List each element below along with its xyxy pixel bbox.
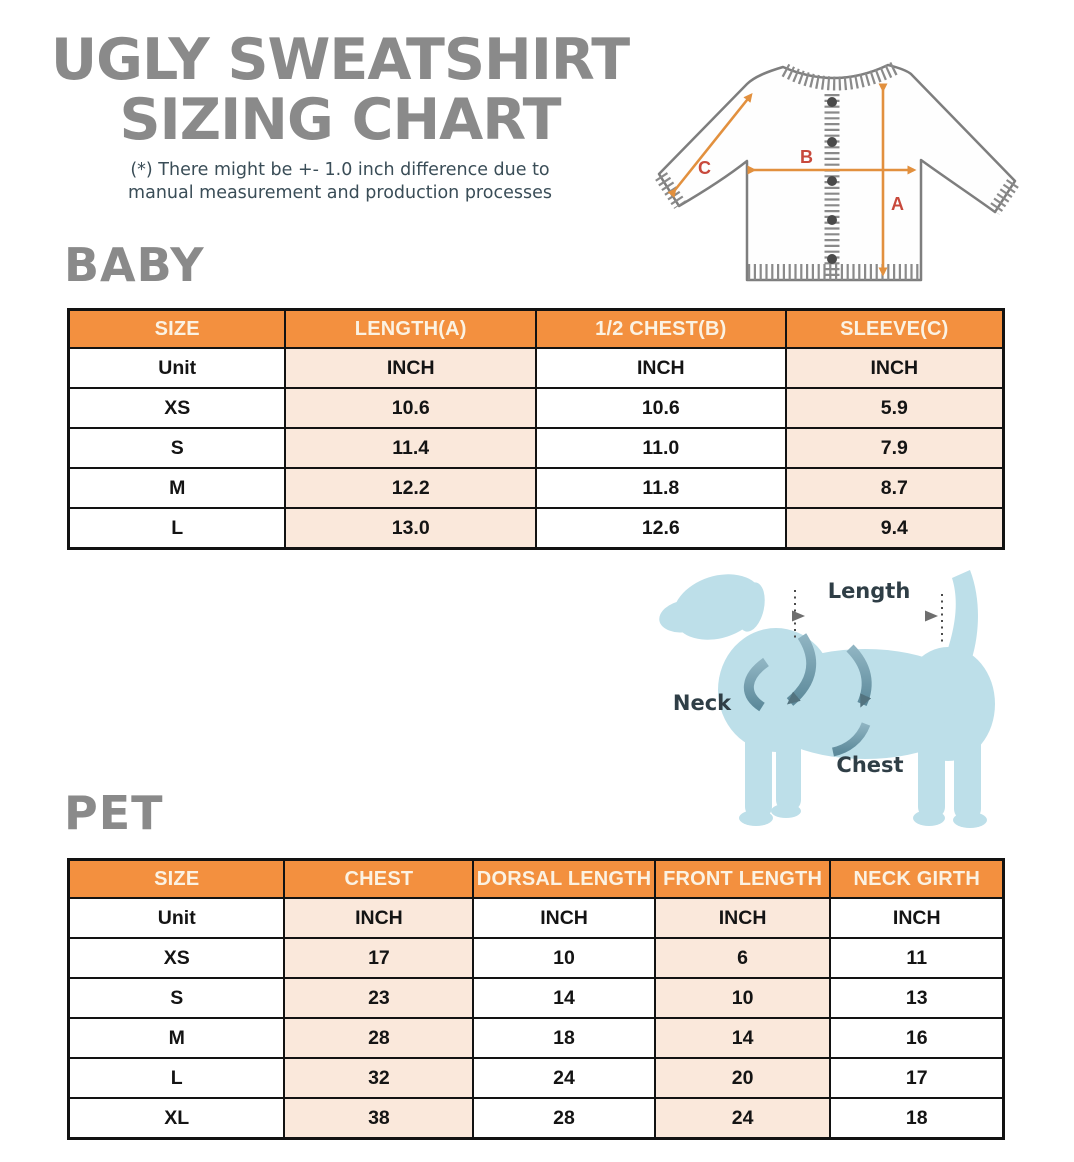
table-row xyxy=(69,388,1004,428)
page-title-line1: UGLY SWEATSHIRT xyxy=(50,27,630,93)
table-cell: 12.6 xyxy=(536,508,786,549)
pet-section-heading: PET xyxy=(64,786,164,840)
table-cell: 13.0 xyxy=(285,508,536,549)
table-cell: 11.0 xyxy=(536,428,786,468)
table-cell: 13 xyxy=(830,978,1003,1018)
column-header: SIZE xyxy=(69,310,286,349)
table-row xyxy=(69,1018,1004,1058)
table-cell: L xyxy=(69,508,286,549)
disclaimer-line2: manual measurement and production processes xyxy=(128,182,552,203)
table-cell: 8.7 xyxy=(786,468,1004,508)
table-cell: 10 xyxy=(655,978,831,1018)
dog-chest-label: Chest xyxy=(836,753,904,777)
table-row xyxy=(69,1098,1004,1139)
table-cell: XS xyxy=(69,938,285,978)
table-cell: 14 xyxy=(473,978,654,1018)
column-header: DORSAL LENGTH xyxy=(473,860,654,899)
column-header: 1/2 CHEST(B) xyxy=(536,310,786,349)
dog-length-label: Length xyxy=(827,579,911,603)
table-cell: 16 xyxy=(830,1018,1003,1058)
table-cell: INCH xyxy=(473,898,654,938)
table-cell: 6 xyxy=(655,938,831,978)
pet-table xyxy=(67,858,1005,1140)
sweatshirt-diagram-icon xyxy=(648,52,1040,294)
column-header: SLEEVE(C) xyxy=(786,310,1004,349)
table-cell: 10.6 xyxy=(285,388,536,428)
dog-neck-label: Neck xyxy=(672,691,732,715)
baby-table xyxy=(67,308,1005,550)
column-header: CHEST xyxy=(284,860,473,899)
title-block xyxy=(22,27,658,205)
table-cell: 7.9 xyxy=(786,428,1004,468)
table-cell: S xyxy=(69,428,286,468)
table-cell: M xyxy=(69,1018,285,1058)
table-row xyxy=(69,348,1004,388)
table-cell: 11.8 xyxy=(536,468,786,508)
table-cell: 5.9 xyxy=(786,388,1004,428)
baby-section-heading: BABY xyxy=(64,238,205,292)
table-cell: 11 xyxy=(830,938,1003,978)
table-cell: 24 xyxy=(473,1058,654,1098)
disclaimer-text xyxy=(22,159,658,205)
table-cell: M xyxy=(69,468,286,508)
table-cell: 24 xyxy=(655,1098,831,1139)
table-cell: INCH xyxy=(536,348,786,388)
column-header: LENGTH(A) xyxy=(285,310,536,349)
table-row xyxy=(69,978,1004,1018)
column-header: SIZE xyxy=(69,860,285,899)
length-letter: A xyxy=(891,194,904,214)
table-cell: 17 xyxy=(830,1058,1003,1098)
table-row xyxy=(69,898,1004,938)
table-cell: INCH xyxy=(285,348,536,388)
table-row xyxy=(69,1058,1004,1098)
table-row xyxy=(69,938,1004,978)
table-cell: XS xyxy=(69,388,286,428)
table-cell: 20 xyxy=(655,1058,831,1098)
half-chest-letter: B xyxy=(800,147,813,167)
sweatshirt-diagram xyxy=(648,52,1040,294)
header-row xyxy=(69,310,1004,349)
table-cell: Unit xyxy=(69,348,286,388)
table-cell: 11.4 xyxy=(285,428,536,468)
table-cell: 10 xyxy=(473,938,654,978)
pet-size-table-wrap xyxy=(67,858,1005,1140)
table-cell: 17 xyxy=(284,938,473,978)
table-row xyxy=(69,468,1004,508)
column-header: FRONT LENGTH xyxy=(655,860,831,899)
table-cell: 18 xyxy=(473,1018,654,1058)
table-cell: L xyxy=(69,1058,285,1098)
table-cell: INCH xyxy=(830,898,1003,938)
table-cell: S xyxy=(69,978,285,1018)
table-cell: 38 xyxy=(284,1098,473,1139)
table-cell: Unit xyxy=(69,898,285,938)
table-cell: XL xyxy=(69,1098,285,1139)
table-cell: 23 xyxy=(284,978,473,1018)
page-title-line2: SIZING CHART xyxy=(119,87,561,154)
sleeve-letter: C xyxy=(698,158,711,178)
baby-size-table-wrap xyxy=(67,308,1005,550)
table-cell: 32 xyxy=(284,1058,473,1098)
header-row xyxy=(69,860,1004,899)
table-cell: INCH xyxy=(786,348,1004,388)
column-header: NECK GIRTH xyxy=(830,860,1003,899)
table-cell: 12.2 xyxy=(285,468,536,508)
table-cell: 28 xyxy=(284,1018,473,1058)
pet-diagram xyxy=(650,552,1022,847)
table-row xyxy=(69,428,1004,468)
table-cell: INCH xyxy=(284,898,473,938)
cardigan-body-outline xyxy=(659,65,1015,280)
table-row xyxy=(69,508,1004,549)
table-cell: 10.6 xyxy=(536,388,786,428)
table-cell: 18 xyxy=(830,1098,1003,1139)
table-cell: 28 xyxy=(473,1098,654,1139)
table-cell: 14 xyxy=(655,1018,831,1058)
dog-diagram-icon xyxy=(650,552,1022,847)
table-cell: INCH xyxy=(655,898,831,938)
disclaimer-line1: (*) There might be +- 1.0 inch difference due to xyxy=(130,159,550,180)
table-cell: 9.4 xyxy=(786,508,1004,549)
